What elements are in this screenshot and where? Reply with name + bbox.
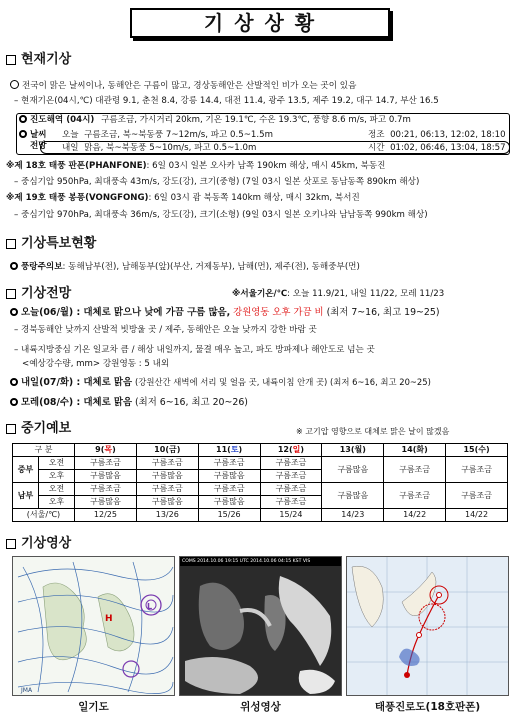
day-header: 11(토) — [198, 444, 260, 457]
outlook-label-2: 전망 — [30, 141, 47, 151]
weather-cell: 구름조금 — [75, 483, 137, 496]
weather-cell: 구름조금 — [384, 483, 446, 509]
weather-cell: 구름조금 — [75, 457, 137, 470]
midterm-table — [12, 443, 508, 522]
weather-cell: 구름조금 — [136, 483, 198, 496]
weather-cell: 구름많음 — [322, 457, 384, 483]
section-heading: 기상영상 — [21, 536, 72, 551]
typhoon-track-svg — [347, 557, 509, 696]
tomorrow-marine: 내일 맑음, 북~북동풍 5~10m/s, 파고 0.5~1.0m — [62, 143, 257, 153]
forecast-note-3: <예상강수량, mm> 강원영동 : 5 내외 — [22, 359, 170, 369]
typhoon19-detail: – 중심기압 970hPa, 최대풍속 36m/s, 강도(강), 크기(소형) (9일 03시 일본 오키나와 남남동쪽 990km 해상) — [14, 210, 428, 220]
column-label: 구 분 — [13, 444, 75, 457]
temp-cell: 15/26 — [198, 509, 260, 522]
table-row — [13, 483, 508, 496]
square-bullet-icon — [6, 424, 16, 434]
section-midterm — [6, 421, 71, 437]
pm-label: 오후 — [39, 496, 75, 509]
outlook-label: 날씨 — [19, 130, 47, 140]
square-bullet-icon — [6, 289, 16, 299]
caption-satellite: 위성영상 — [240, 701, 281, 713]
section-current — [6, 52, 71, 68]
typhoon19: ※제 19호 태풍 봉퐁(VONGFONG): 6일 03시 괌 북동쪽 140km 해상, 매시 32km, 북서진 — [6, 193, 360, 203]
typhoon18: ※제 18호 태풍 판폰(PHANFONE): 6일 03시 일본 오사카 남쪽 190km 해상, 매시 45km, 북동진 — [6, 161, 386, 171]
bold-circle-icon — [10, 378, 18, 386]
jindo-observation: 진도해역 (04시) 구름조금, 가시거리 20km, 기온 19.1℃, 수온 19.3℃, 풍향 8.6 m/s, 파고 0.7m — [19, 115, 411, 125]
typhoon18-detail: – 중심기압 950hPa, 최대풍속 43m/s, 강도(강), 크기(중형) (7일 03시 일본 삿포로 동남동쪽 890km 해상) — [14, 177, 420, 187]
satellite-svg — [180, 566, 342, 696]
weather-cell: 구름조금 — [384, 457, 446, 483]
bold-circle-icon — [19, 130, 27, 138]
section-heading: 기상전망 — [21, 286, 72, 301]
am-label: 오전 — [39, 483, 75, 496]
section-heading: 중기예보 — [21, 421, 72, 436]
bold-circle-icon — [10, 398, 18, 406]
weather-cell: 구름조금 — [198, 457, 260, 470]
section-heading: 기상특보현황 — [21, 236, 97, 251]
section-heading: 현재기상 — [21, 52, 72, 67]
square-bullet-icon — [6, 239, 16, 249]
day-header: 10(금) — [136, 444, 198, 457]
day-header: 12(일) — [260, 444, 322, 457]
weather-cell: 구름조금 — [136, 457, 198, 470]
forecast-note-1: – 경북동해안 낮까지 산발적 빗방울 곳 / 제주, 동해안은 오늘 낮까지 강한 바람 곳 — [14, 325, 317, 335]
weather-cell: 구름조금 — [260, 483, 322, 496]
weather-cell: 구름조금 — [260, 496, 322, 509]
satellite-image — [179, 556, 342, 696]
am-label: 오전 — [39, 457, 75, 470]
weather-cell: 구름조금 — [446, 457, 508, 483]
weather-cell: 구름조금 — [260, 470, 322, 483]
satellite-banner: COMS 2014.10.06 19:15 UTC 2014.10.06 04:15 KST VIS — [180, 557, 342, 566]
forecast-today: 오늘(06/월) : 대체로 맑으나 낮에 가끔 구름 많음, 강원영동 오후 가끔 비 (최저 7~16, 최고 19~25) — [10, 307, 440, 318]
circle-bullet-icon — [10, 80, 19, 89]
tide-times-1: 정조 00:21, 06:13, 12:02, 18:10 — [368, 130, 506, 140]
bold-circle-icon — [10, 262, 18, 270]
square-bullet-icon — [6, 55, 16, 65]
section-warnings — [6, 236, 96, 252]
current-summary: 전국이 맑은 날씨이나, 동해안은 구름이 많고, 경상동해안은 산발적인 비가 오는 곳이 있음 — [10, 80, 356, 91]
weather-cell: 구름많음 — [322, 483, 384, 509]
today-marine: 오늘 구름조금, 북~북동풍 7~12m/s, 파고 0.5~1.5m — [62, 130, 273, 140]
table-row — [13, 457, 508, 470]
region-southern: 남부 — [13, 483, 39, 509]
weather-cell: 구름많음 — [198, 470, 260, 483]
temp-cell: 14/23 — [322, 509, 384, 522]
bold-circle-icon — [10, 308, 18, 316]
temp-cell: 15/24 — [260, 509, 322, 522]
section-imagery — [6, 536, 71, 552]
svg-text:JMA: JMA — [21, 687, 33, 694]
current-temps: – 현재기온(04시,℃) 대관령 9.1, 춘천 8.4, 강릉 14.4, 대전 11.4, 광주 13.5, 제주 19.2, 대구 14.7, 부산 16.5 — [14, 96, 439, 106]
table-header-row — [13, 444, 508, 457]
midterm-table-wrap — [12, 443, 508, 522]
table-row — [13, 509, 508, 522]
typhoon-track-image — [346, 556, 509, 696]
weather-cell: 구름조금 — [446, 483, 508, 509]
temp-cell: 12/25 — [75, 509, 137, 522]
weather-cell: 구름많음 — [136, 470, 198, 483]
day-header: 9(목) — [75, 444, 137, 457]
temp-cell: 14/22 — [446, 509, 508, 522]
weather-cell: 구름많음 — [75, 496, 137, 509]
bold-circle-icon — [19, 115, 27, 123]
weather-chart-svg — [13, 557, 175, 696]
day-header: 13(월) — [322, 444, 384, 457]
wind-wave-advisory: 풍랑주의보: 동해남부(전), 남해동부(앞)(부산, 거제동부), 남해(먼), 제주(전), 동해중부(먼) — [10, 262, 360, 272]
seoul-label: (서울/℃) — [13, 509, 75, 522]
weather-chart-image — [12, 556, 175, 696]
weather-cell: 구름조금 — [260, 457, 322, 470]
weather-cell: 구름많음 — [136, 496, 198, 509]
caption-typhoon-track: 태풍진로도(18호판폰) — [374, 701, 481, 713]
seoul-temps: ※서울기온/℃: 오늘 11.9/21, 내일 11/22, 모레 11/23 — [232, 289, 445, 299]
day-header: 14(화) — [384, 444, 446, 457]
forecast-dayafter: 모레(08/수) : 대체로 맑음 (최저 6~16, 최고 20~26) — [10, 397, 248, 408]
region-central: 중부 — [13, 457, 39, 483]
day-header: 15(수) — [446, 444, 508, 457]
tide-times-2: 시간 01:02, 06:46, 13:04, 18:57 — [368, 143, 506, 153]
weather-cell: 구름조금 — [198, 483, 260, 496]
svg-text:L: L — [147, 602, 153, 611]
section-forecast — [6, 286, 71, 302]
weather-cell: 구름많음 — [75, 470, 137, 483]
page-title: 기 상 상 황 — [130, 8, 390, 38]
forecast-note-2: – 내륙지방중심 기온 일교차 큼 / 해상 내일까지, 물결 매우 높고, 파도 방파제나 해안도로 넘는 곳 — [14, 345, 375, 355]
caption-weather-chart: 일기도 — [78, 701, 109, 713]
midterm-note: ※ 고기압 영향으로 대체로 맑은 날이 많겠음 — [296, 427, 450, 436]
temp-cell: 13/26 — [136, 509, 198, 522]
svg-text:H: H — [105, 614, 113, 624]
weather-cell: 구름많음 — [198, 496, 260, 509]
pm-label: 오후 — [39, 470, 75, 483]
square-bullet-icon — [6, 539, 16, 549]
forecast-tomorrow: 내일(07/화) : 대체로 맑음 (강원산간 새벽에 서리 및 얼음 곳, 내륙이침 안개 곳) (최저 6~16, 최고 20~25) — [10, 377, 431, 388]
temp-cell: 14/22 — [384, 509, 446, 522]
